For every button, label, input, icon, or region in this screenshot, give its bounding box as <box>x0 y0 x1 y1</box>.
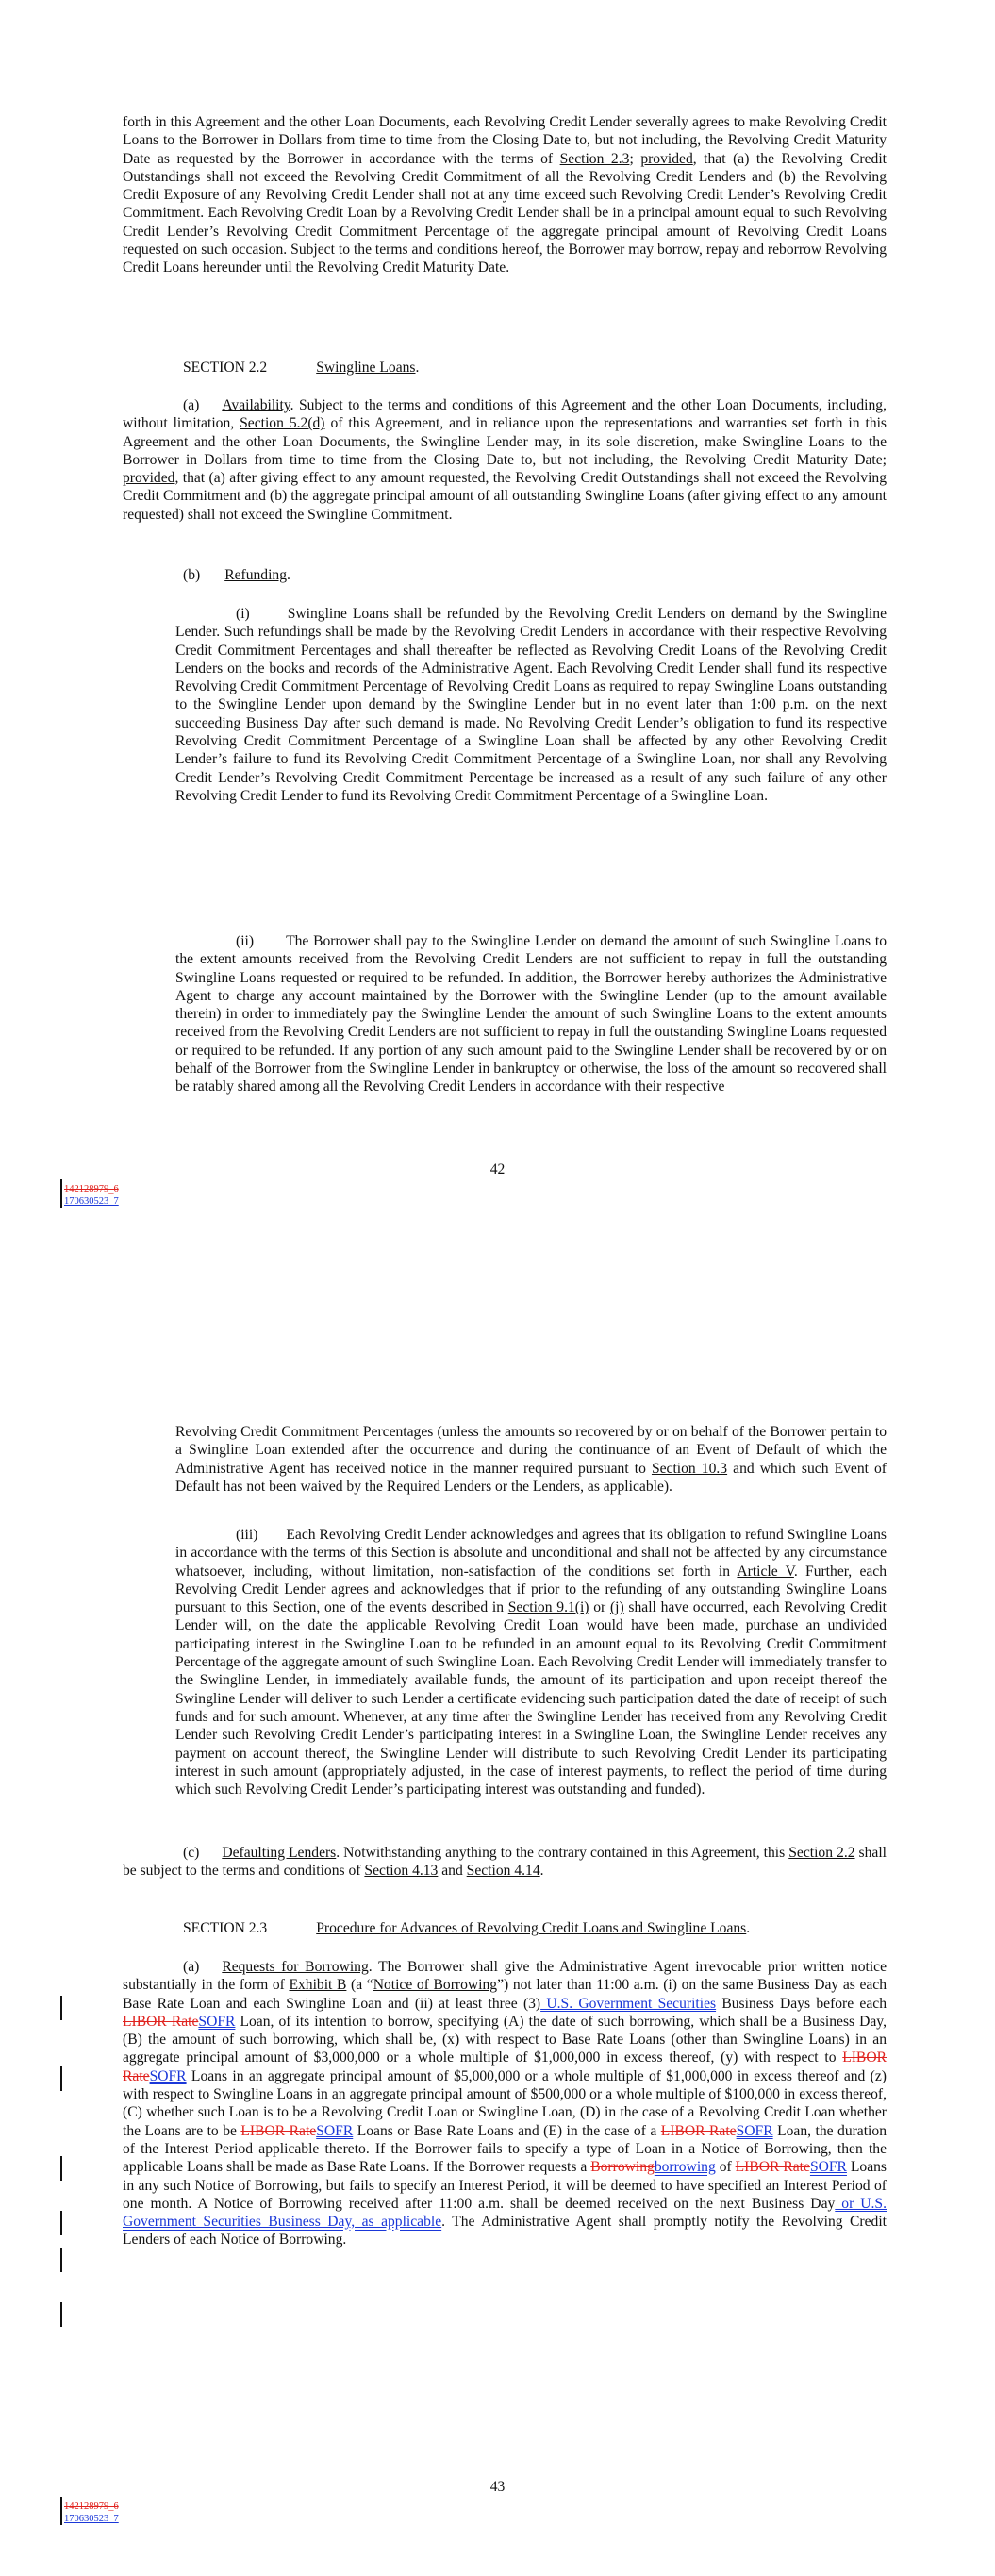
document-id <box>64 1183 119 1208</box>
availability-paragraph: (a) Availability. Subject to the terms and conditions of this Agreement and the other Loan Documents, including, without limitation, Section 5.2(d) of this Agreement, and in reliance upon the representations and warranties set forth in this Agreement and the other Loan Documents, the Swingline Lender may, in its sole discretion, make Swingline Loans to the Borrower in Dollars from time to time from the Closing Date to, but not including, the Revolving Credit Maturity Date; provided, that (a) after giving effect to any amount requested, the Revolving Credit Outstandings shall not exceed the Revolving Credit Commitment and (b) the aggregate principal amount of all outstanding Swingline Loans (after giving effect to any amount requested) shall not exceed the Swingline Commitment. <box>123 397 887 523</box>
change-bar <box>60 2066 62 2091</box>
change-bar <box>60 1179 62 1208</box>
clause-iii-paragraph: (iii) Each Revolving Credit Lender acknowledges and agrees that its obligation to refund Swingline Loans in accordance with the terms of this Section is absolute and unconditional and shall not be affected by any circumstance whatsoever, including, without limitation, non-satisfaction of the conditions set forth in Article V. Further, each Revolving Credit Lender agrees and acknowledges that if prior to the refunding of any outstanding Swingline Loans pursuant to this Section, one of the events described in Section 9.1(i) or (j) shall have occurred, each Revolving Credit Lender will, on the date the applicable Revolving Credit Loan would have been made, purchase an undivided participating interest in the Swingline Loan to be refunded in an amount equal to its Revolving Credit Commitment Percentage of the aggregate amount of such Swingline Loan. Each Revolving Credit Lender will immediately transfer to the Swingline Lender, in immediately available funds, the amount of its participation and upon receipt thereof the Swingline Lender will deliver to such Lender a certificate evidencing such participation dated the date of receipt of such funds and for such amount. Whenever, at any time after the Swingline Lender has received from any Revolving Credit Lender such Revolving Credit Lender’s participating interest in a Swingline Loan, the Swingline Lender receives any payment on account thereof, the Swingline Lender will distribute to such Revolving Credit Lender its participating interest in such amount (appropriately adjusted, in the case of interest payments, to reflect the period of time during which such Revolving Credit Lender’s participating interest was outstanding and funded). <box>175 1527 887 1798</box>
deleted-text: Borrowing <box>590 2159 655 2176</box>
section-2-3-reference: Section 2.3 <box>559 150 630 167</box>
page-43 <box>0 1269 995 2576</box>
section-number: SECTION 2.2 <box>183 360 268 376</box>
page-number: 43 <box>489 2479 506 2495</box>
document-id-old: 142128979_6 <box>64 2501 119 2512</box>
deleted-text: LIBOR Rate <box>735 2159 810 2176</box>
document-id-new: 170630523_7 <box>64 1196 119 1207</box>
page-42 <box>0 0 995 1269</box>
inserted-text: SOFR <box>198 2013 236 2030</box>
requests-for-borrowing-title: Requests for Borrowing <box>222 1959 369 1975</box>
change-bar <box>60 2156 62 2181</box>
document-id <box>64 2501 119 2525</box>
clause-ii-paragraph: (ii) The Borrower shall pay to the Swingline Lender on demand the amount of such Swingline Loans to the extent amounts received from the Revolving Credit Lenders are not sufficient to repay in full the outstanding Swingline Loans requested or required to be refunded. In addition, the Borrower hereby authorizes the Administrative Agent to charge any account maintained by the Borrower with the Swingline Lender (up to the amount available therein) in order to immediately pay the Swingline Lender the amount of such Swingline Loans to the extent amounts received from the Revolving Credit Lenders are not sufficient to repay in full the outstanding Swingline Loans requested or required to be refunded. If any portion of any such amount paid to the Swingline Lender shall be recovered by or on behalf of the Borrower from the Swingline Lender in bankruptcy or otherwise, the loss of the amount so recovered shall be ratably shared among all the Revolving Credit Lenders in accordance with their respective <box>175 933 887 1096</box>
deleted-text: LIBOR Rate <box>123 2049 887 2084</box>
defaulting-lenders-title: Defaulting Lenders <box>222 1845 337 1861</box>
refunding-heading: (b) Refunding. <box>183 567 290 583</box>
change-bar <box>60 1996 62 2020</box>
refunding-title: Refunding <box>224 567 288 583</box>
deleted-text: LIBOR Rate <box>660 2122 737 2139</box>
section-2-3-heading: SECTION 2.3 Procedure for Advances of Revolving Credit Loans and Swingline Loans. <box>183 1920 751 1936</box>
requests-for-borrowing-paragraph: (a) Requests for Borrowing. The Borrower shall give the Administrative Agent irrevocable prior written notice substantially in the form of Exhibit B (a “Notice of Borrowing”) not later than 11:00 a.m. (i) on the same Business Day as each Base Rate Loan and each Swingline Loan and (ii) at least three (3) U.S. Government Securities Business Days before each LIBOR RateSOFR Loan, of its intention to borrow, specifying (A) the date of such borrowing, which shall be a Business Day, (B) the amount of such borrowing, which shall be, (x) with respect to Base Rate Loans (other than Swingline Loans) in an aggregate principal amount of $3,000,000 or a whole multiple of $1,000,000 in excess thereof, (y) with respect to LIBOR RateSOFR Loans in an aggregate principal amount of $5,000,000 or a whole multiple of $1,000,000 in excess thereof and (z) with respect to Swingline Loans in an aggregate principal amount of $500,000 or a whole multiple of $100,000 in excess thereof, (C) whether such Loan is to be a Revolving Credit Loan or Swingline Loan, (D) in the case of a Revolving Credit Loan whether the Loans are to be LIBOR RateSOFR Loans or Base Rate Loans and (E) in the case of a LIBOR RateSOFR Loan, the duration of the Interest Period applicable thereto. If the Borrower fails to specify a type of Loan in a Notice of Borrowing, then the applicable Loans shall be made as Base Rate Loans. If the Borrower requests a Borrowingborrowing of LIBOR RateSOFR Loans in any such Notice of Borrowing, but fails to specify an Interest Period, it will be deemed to have specified an Interest Period of one month. A Notice of Borrowing received after 11:00 a.m. shall be deemed received on the next Business Day or U.S. Government Securities Business Day, as applicable. The Administrative Agent shall promptly notify the Revolving Credit Lenders of each Notice of Borrowing. <box>123 1959 887 2249</box>
section-number: SECTION 2.3 <box>183 1920 268 1936</box>
document-id-new: 170630523_7 <box>64 2514 119 2524</box>
availability-title: Availability <box>222 397 290 413</box>
inserted-text: SOFR <box>316 2122 354 2139</box>
inserted-text: SOFR <box>736 2122 773 2139</box>
document-id-old: 142128979_6 <box>64 1184 119 1195</box>
change-bar <box>60 2211 62 2235</box>
change-bar <box>60 2248 62 2272</box>
deleted-text: LIBOR Rate <box>123 2013 199 2030</box>
clause-i-paragraph: (i) Swingline Loans shall be refunded by the Revolving Credit Lenders on demand by the Swingline Lender. Such refundings shall be made by the Revolving Credit Lenders in accordance with their respective Revolving Credit Commitment Percentages and shall thereafter be reflected as Revolving Credit Loans of the Revolving Credit Lenders on the books and records of the Administrative Agent. Each Revolving Credit Lender shall fund its respective Revolving Credit Commitment Percentage of Revolving Credit Loans as required to repay Swingline Loans outstanding to the Swingline Lender upon demand by the Swingline Lender but in no event later than 1:00 p.m. on the next succeeding Business Day after such demand is made. No Revolving Credit Lender’s obligation to fund its respective Revolving Credit Commitment Percentage of a Swingline Loan shall be affected by any other Revolving Credit Lender’s failure to fund its Revolving Credit Commitment Percentage of a Swingline Loan, nor shall any Revolving Credit Lender’s Revolving Credit Commitment Percentage be increased as a result of any such failure of any other Revolving Credit Lender to fund its Revolving Credit Commitment Percentage of a Swingline Loan. <box>175 606 887 804</box>
defaulting-lenders-paragraph: (c) Defaulting Lenders. Notwithstanding anything to the contrary contained in this Agreement, this Section 2.2 shall be subject to the terms and conditions of Section 4.13 and Section 4.14. <box>123 1845 887 1880</box>
section-title: Swingline Loans <box>316 360 416 376</box>
change-bar <box>60 2302 62 2327</box>
inserted-text: or U.S. Government Securities Business Day, as applicable <box>123 2195 887 2231</box>
inserted-text: SOFR <box>149 2067 187 2084</box>
page-number: 42 <box>489 1162 506 1178</box>
change-bar <box>60 2497 62 2525</box>
intro-paragraph: forth in this Agreement and the other Loan Documents, each Revolving Credit Lender severally agrees to make Revolving Credit Loans to the Borrower in Dollars from time to time from the Closing Date to, but not including, the Revolving Credit Maturity Date as requested by the Borrower in accordance with the terms of Section 2.3; provided, that (a) the Revolving Credit Outstandings shall not exceed the Revolving Credit Commitment of all the Revolving Credit Lenders and (b) the Revolving Credit Exposure of any Revolving Credit Lender shall not at any time exceed such Revolving Credit Lender’s Revolving Credit Commitment. Each Revolving Credit Loan by a Revolving Credit Lender shall be in a principal amount equal to such Revolving Credit Lender’s Revolving Credit Commitment Percentage of the aggregate principal amount of Revolving Credit Loans requested on such occasion. Subject to the terms and conditions hereof, the Borrower may borrow, repay and reborrow Revolving Credit Loans hereunder until the Revolving Credit Maturity Date. <box>123 114 887 276</box>
section-2-2-heading: SECTION 2.2 Swingline Loans. <box>183 360 420 376</box>
deleted-text: LIBOR Rate <box>240 2122 317 2139</box>
inserted-text: U.S. Government Securities <box>540 1995 717 2012</box>
continuation-paragraph: Revolving Credit Commitment Percentages (unless the amounts so recovered by or on behalf of the Borrower pertain to a Swingline Loan extended after the occurrence and during the continuance of an Event of Default of which the Administrative Agent has received notice in the manner required pursuant to Section 10.3 and which such Event of Default has not been waived by the Required Lenders or the Lenders, as applicable). <box>175 1424 887 1495</box>
inserted-text: SOFR <box>809 2159 847 2176</box>
inserted-text: borrowing <box>654 2159 716 2176</box>
section-title: Procedure for Advances of Revolving Credit Loans and Swingline Loans <box>316 1920 747 1936</box>
